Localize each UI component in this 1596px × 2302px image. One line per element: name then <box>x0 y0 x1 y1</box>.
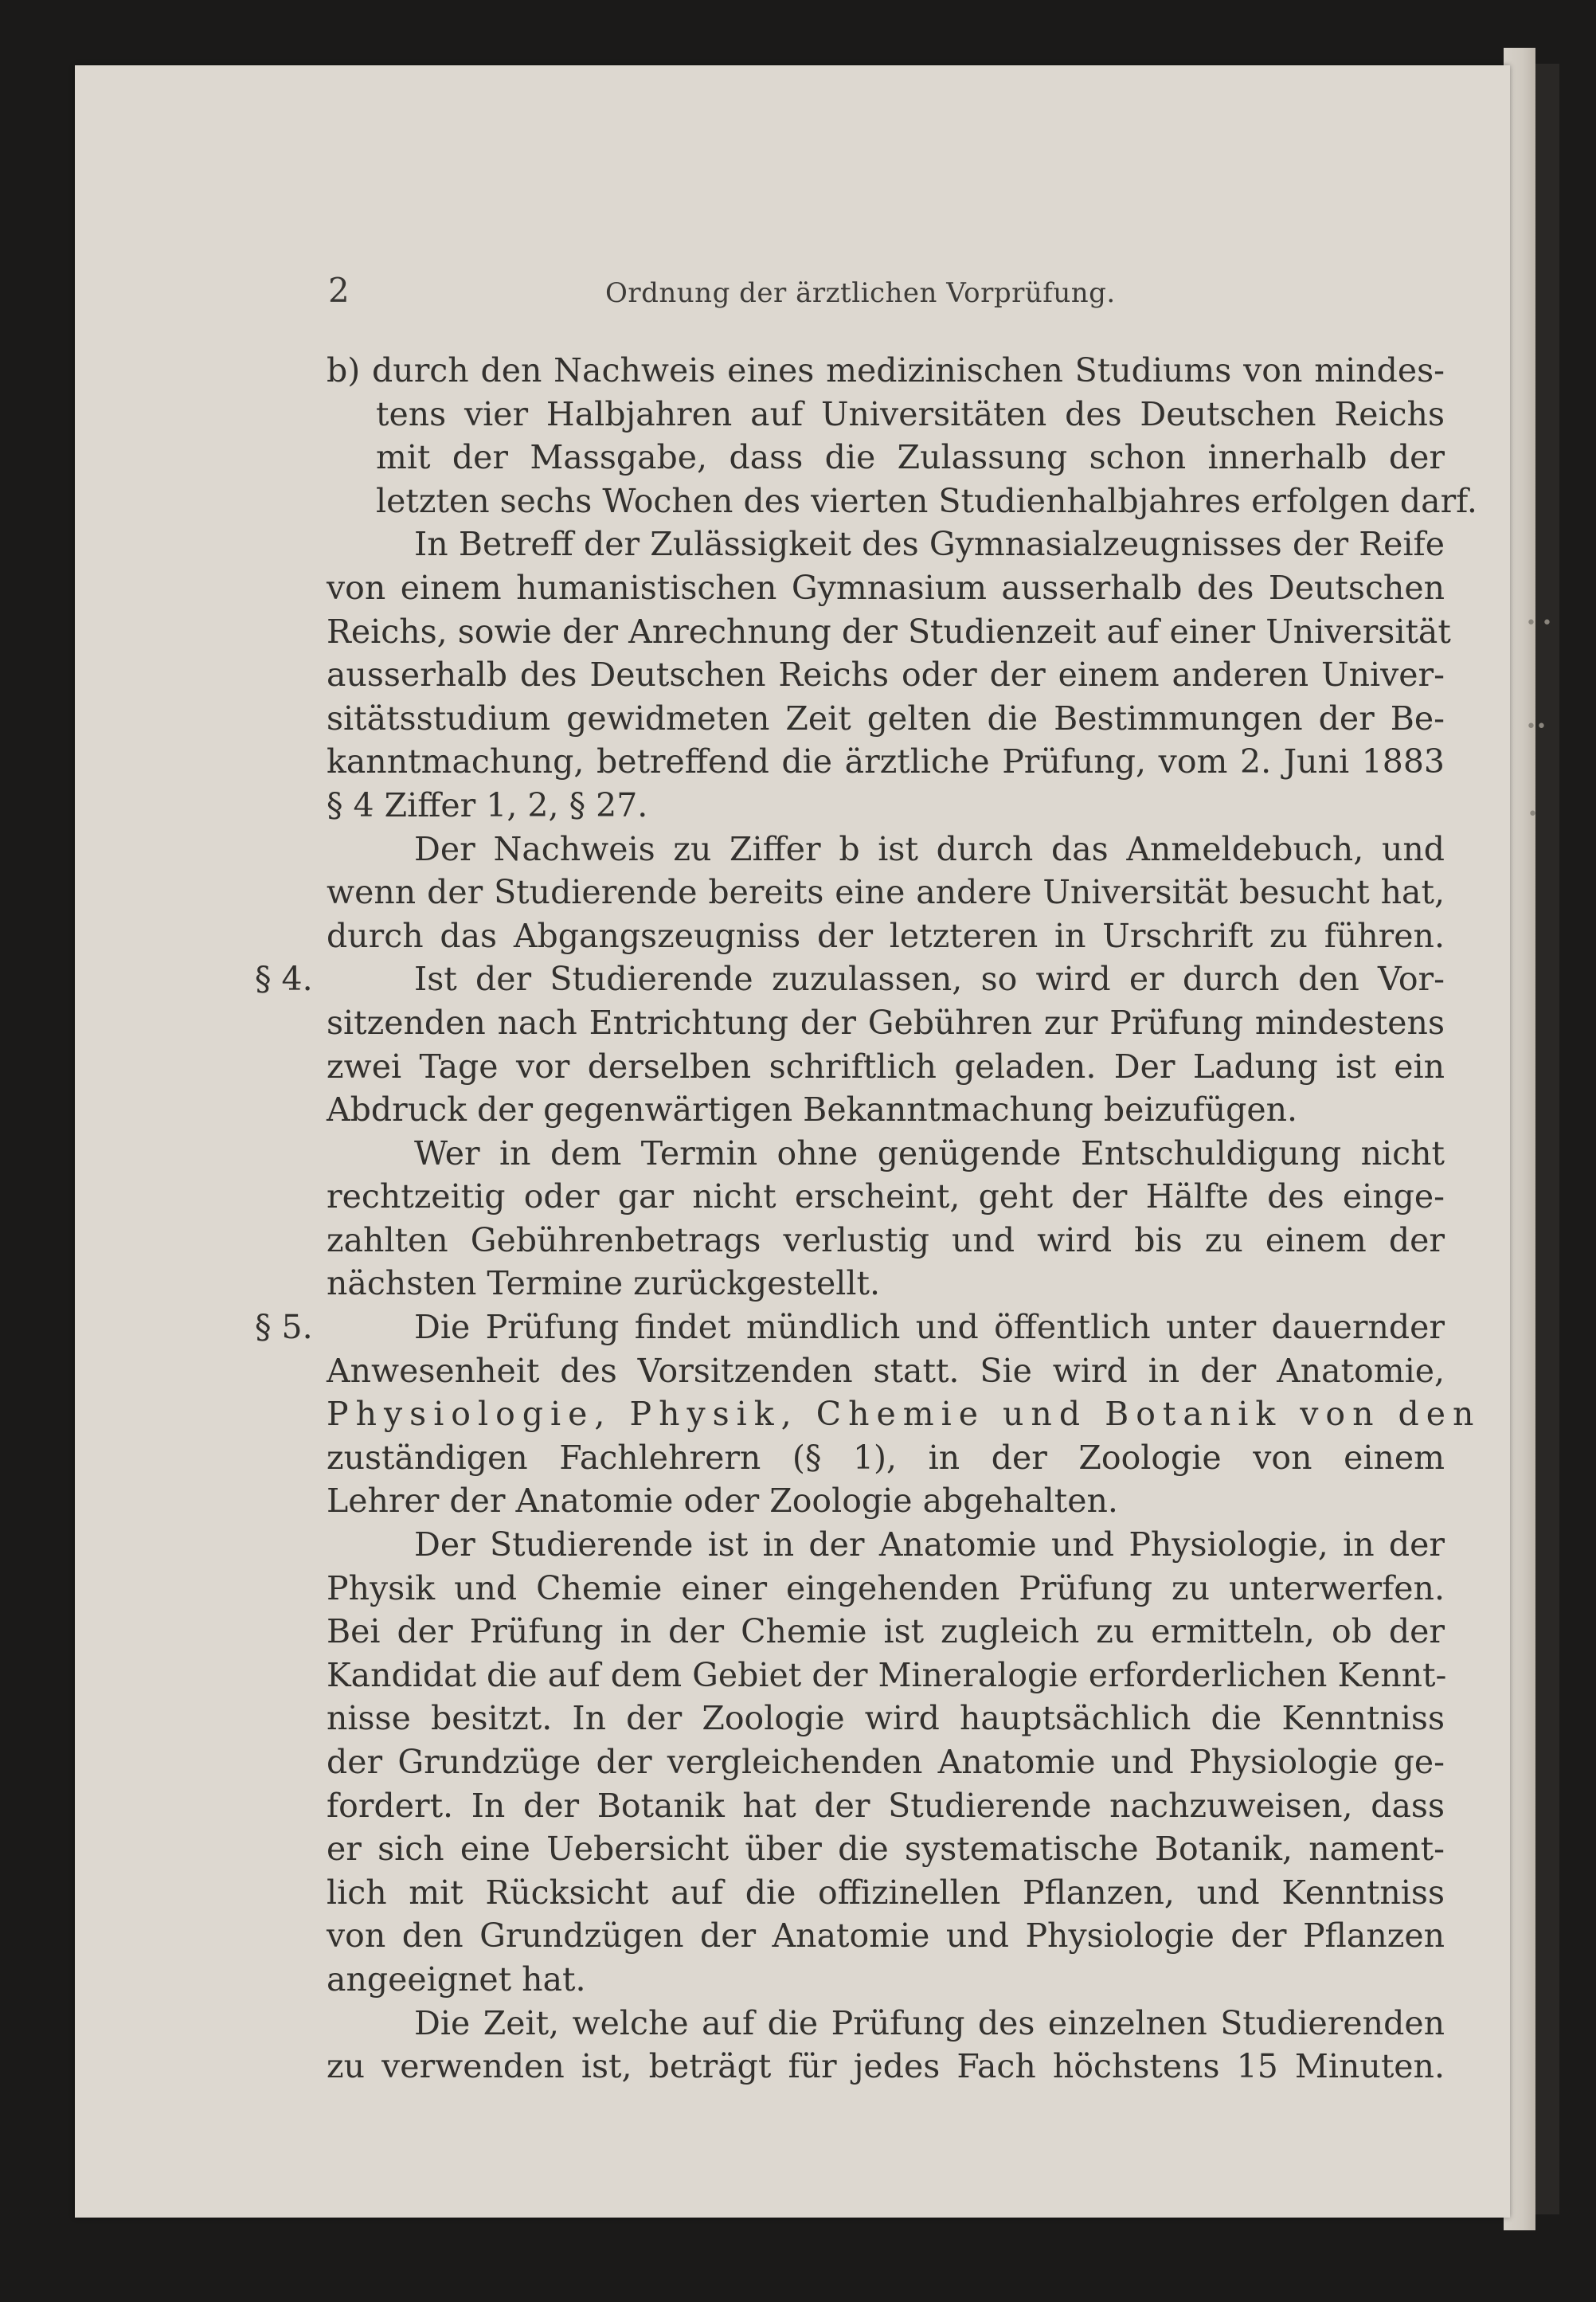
section-marker: § 5. <box>255 1308 313 1347</box>
text-line: Physik und Chemie einer eingehenden Prüfung zu unterwerfen. <box>327 1568 1445 1607</box>
page-number: 2 <box>328 271 350 310</box>
text-line: angeeignet hat. <box>327 1959 586 1999</box>
running-title: Ordnung der ärztlichen Vorprüfung. <box>605 277 1116 309</box>
text-line: Bei der Prüfung in der Chemie ist zugleich zu ermitteln, ob der <box>327 1612 1445 1651</box>
text-line: durch das Abgangszeugniss der letzteren in Urschrift zu führen. <box>327 916 1445 955</box>
text-line: zuständigen Fachlehrern (§ 1), in der Zoologie von einem <box>327 1438 1445 1477</box>
text-line: rechtzeitig oder gar nicht erscheint, geht der Hälfte des einge- <box>327 1177 1445 1216</box>
text-line: der Grundzüge der vergleichenden Anatomie und Physiologie ge- <box>327 1743 1445 1781</box>
text-line: Abdruck der gegenwärtigen Bekanntmachung beizufügen. <box>327 1090 1298 1129</box>
text-line: sitätsstudium gewidmeten Zeit gelten die Bestimmungen der Be- <box>327 699 1445 738</box>
text-line: sitzenden nach Entrichtung der Gebühren zur Prüfung mindestens <box>327 1003 1445 1042</box>
text-line: Lehrer der Anatomie oder Zoologie abgehalten. <box>327 1482 1118 1521</box>
text-line: Wer in dem Termin ohne genügende Entschuldigung nicht <box>414 1133 1445 1173</box>
text-line: nisse besitzt. In der Zoologie wird hauptsächlich die Kenntniss <box>327 1699 1445 1738</box>
text-line: zwei Tage vor derselben schriftlich geladen. Der Ladung ist ein <box>327 1047 1445 1086</box>
text-line: In Betreff der Zulässigkeit des Gymnasialzeugnisses der Reife <box>414 525 1445 564</box>
text-line: Kandidat die auf dem Gebiet der Mineralogie erforderlichen Kennt- <box>327 1655 1447 1694</box>
text-line: tens vier Halbjahren auf Universitäten des Deutschen Reichs <box>376 394 1445 433</box>
document-page <box>75 65 1510 2218</box>
text-line: wenn der Studierende bereits eine andere Universität besucht hat, <box>327 873 1445 912</box>
text-line: letzten sechs Wochen des vierten Studienhalbjahres erfolgen darf. <box>376 481 1477 520</box>
text-line: Der Studierende ist in der Anatomie und Physiologie, in der <box>414 1525 1445 1564</box>
text-line: Physiologie, Physik, Chemie und Botanik von den <box>327 1395 1481 1434</box>
text-line: lich mit Rücksicht auf die offizinellen Pflanzen, und Kenntniss <box>327 1873 1445 1912</box>
text-line: fordert. In der Botanik hat der Studierende nachzuweisen, dass <box>327 1786 1445 1825</box>
margin-speck: • <box>1528 805 1538 824</box>
text-line: Reichs, sowie der Anrechnung der Studienzeit auf einer Universität <box>327 612 1451 651</box>
text-line: kanntmachung, betreffend die ärztliche Prüfung, vom 2. Juni 1883 <box>327 742 1445 781</box>
text-line: Anwesenheit des Vorsitzenden statt. Sie wird in der Anatomie, <box>327 1351 1445 1390</box>
text-line: von den Grundzügen der Anatomie und Physiologie der Pflanzen <box>327 1916 1445 1956</box>
text-line: zahlten Gebührenbetrags verlustig und wird bis zu einem der <box>327 1220 1445 1259</box>
margin-speck: •• <box>1526 717 1547 737</box>
text-line: Die Zeit, welche auf die Prüfung des einzelnen Studierenden <box>414 2003 1445 2042</box>
text-line: mit der Massgabe, dass die Zulassung schon innerhalb der <box>376 438 1445 477</box>
section-line: § 4. Ist der Studierende zuzulassen, so wird er durch den Vor- <box>75 957 1510 1001</box>
text-line: Der Nachweis zu Ziffer b ist durch das Anmeldebuch, und <box>414 829 1445 868</box>
scan-background-strip <box>1535 64 1559 2214</box>
text-line: er sich eine Uebersicht über die systematische Botanik, nament- <box>327 1830 1445 1869</box>
text-line: § 4 Ziffer 1, 2, § 27. <box>327 785 648 824</box>
text-line: von einem humanistischen Gymnasium ausserhalb des Deutschen <box>327 568 1445 607</box>
section-line: § 5. Die Prüfung findet mündlich und öffentlich unter dauernder <box>75 1306 1510 1349</box>
page-header <box>75 271 1510 319</box>
text-line: ausserhalb des Deutschen Reichs oder der einem anderen Univer- <box>327 656 1445 695</box>
text-line: nächsten Termine zurückgestellt. <box>327 1264 880 1303</box>
body-text <box>75 349 1510 2089</box>
text-line: b) durch den Nachweis eines medizinischen Studiums von mindes- <box>327 351 1445 390</box>
text-line: zu verwenden ist, beträgt für jedes Fach höchstens 15 Minuten. <box>327 2047 1445 2086</box>
margin-speck: • • <box>1526 613 1552 633</box>
section-marker: § 4. <box>255 960 313 999</box>
